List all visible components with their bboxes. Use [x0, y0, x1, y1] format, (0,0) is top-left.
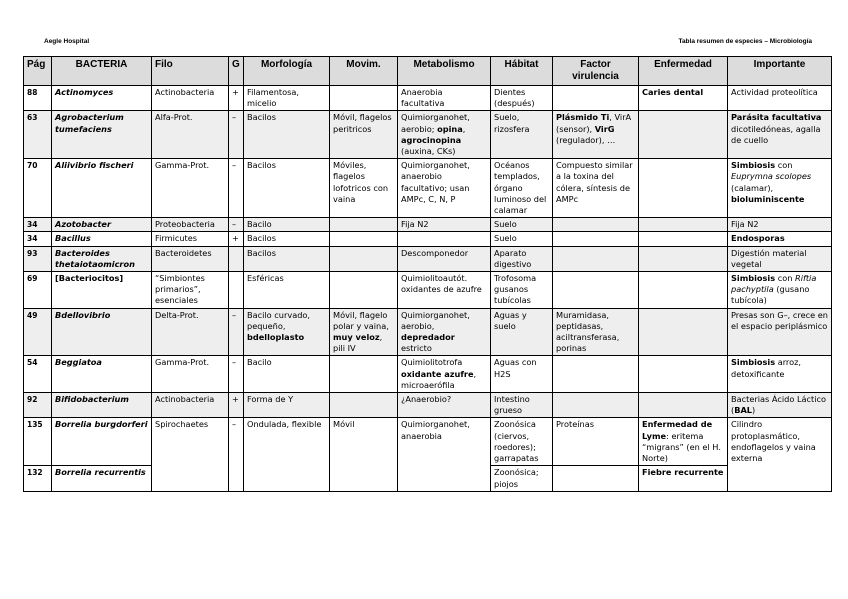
row-metabolismo: Descomponedor	[398, 246, 491, 271]
text-run-bold: VirG	[594, 123, 615, 134]
row-factor	[553, 111, 639, 159]
row-enfermedad	[639, 393, 728, 418]
row-gram: –	[229, 111, 244, 159]
col-metabolismo: Metabolismo	[398, 57, 491, 86]
col-movim: Movim.	[330, 57, 398, 86]
row-enfermedad: Fiebre recurrente	[639, 466, 728, 491]
row-morfologia: Bacilos	[244, 246, 330, 271]
text-run: Quimiolitotrofa	[401, 357, 463, 368]
row-metabolismo: ¿Anaerobio?	[398, 393, 491, 418]
row-enfermedad	[639, 308, 728, 356]
row-importante	[728, 272, 832, 309]
text-run: : eritema “migrans” (en el H. Norte)	[642, 430, 721, 464]
row-importante	[728, 111, 832, 159]
text-run: dicotiledóneas, agalla de cuello	[731, 123, 821, 145]
row-gram: –	[229, 218, 244, 232]
text-run: con	[775, 273, 795, 284]
row-habitat: Aguas con H2S	[491, 356, 553, 393]
row-morfologia: Bacilos	[244, 111, 330, 159]
text-run: , microaerófila	[401, 368, 477, 390]
text-run: )	[752, 405, 756, 416]
row-importante: Fija N2	[728, 218, 832, 232]
text-run-bold: bdelloplasto	[247, 332, 305, 343]
row-gram: +	[229, 393, 244, 418]
table-row	[24, 356, 832, 393]
text-run: arroz, detoxificante	[731, 357, 802, 379]
row-filo: Delta-Prot.	[152, 308, 229, 356]
row-habitat: Trofosoma gusanos tubícolas	[491, 272, 553, 309]
row-bacteria: Actinomyces	[52, 86, 152, 111]
col-enfermedad: Enfermedad	[639, 57, 728, 86]
text-run: (regulador), …	[556, 134, 616, 145]
row-gram: +	[229, 86, 244, 111]
row-bacteria: Bdellovibrio	[52, 308, 152, 356]
table-row	[24, 159, 832, 218]
table-row	[24, 418, 832, 466]
row-factor	[553, 272, 639, 309]
row-movilidad: Móvil	[330, 418, 398, 491]
row-factor	[553, 393, 639, 418]
row-importante: Presas son G–, crece en el espacio periplásmico	[728, 308, 832, 356]
row-gram: –	[229, 308, 244, 356]
text-run-bold: opina	[437, 123, 463, 134]
row-habitat: Océanos templados, órgano luminoso del calamar	[491, 159, 553, 218]
row-bacteria: Borrelia recurrentis	[52, 466, 152, 491]
row-habitat: Zoonósica (ciervos, roedores); garrapatas	[491, 418, 553, 466]
row-importante: Digestión material vegetal	[728, 246, 832, 271]
row-morfologia: Bacilo	[244, 218, 330, 232]
row-habitat: Zoonósica; piojos	[491, 466, 553, 491]
row-factor	[553, 218, 639, 232]
row-movilidad	[330, 308, 398, 356]
row-enfermedad	[639, 218, 728, 232]
text-run: VirA	[614, 112, 632, 123]
text-run-bold: BAL	[734, 405, 752, 416]
row-morfologia: Bacilos	[244, 232, 330, 246]
row-enfermedad	[639, 272, 728, 309]
table-row	[24, 246, 832, 271]
text-run: estricto	[401, 343, 432, 354]
row-habitat: Intestino grueso	[491, 393, 553, 418]
row-page: 54	[24, 356, 52, 393]
row-gram: –	[229, 356, 244, 393]
table-row	[24, 111, 832, 159]
row-factor: Proteínas	[553, 418, 639, 466]
text-run-bold: Parásita facultativa	[731, 112, 822, 123]
text-run-bold: bioluminiscente	[731, 193, 805, 204]
row-metabolismo: Quimiolitoautót. oxidantes de azufre	[398, 272, 491, 309]
row-page: 132	[24, 466, 52, 491]
text-run: Móvil, flagelo polar y vaina,	[333, 309, 389, 331]
text-run-bold: oxidante azufre	[401, 368, 474, 379]
row-gram: –	[229, 418, 244, 491]
row-morfologia: Forma de Y	[244, 393, 330, 418]
row-importante: Endosporas	[728, 232, 832, 246]
row-metabolismo	[398, 111, 491, 159]
row-page: 92	[24, 393, 52, 418]
row-gram: –	[229, 159, 244, 218]
row-filo: Bacteroidetes	[152, 246, 229, 271]
table-row	[24, 232, 832, 246]
row-enfermedad	[639, 356, 728, 393]
row-bacteria: Bacteroides thetaiotaomicron	[52, 246, 152, 271]
col-pag: Pág	[24, 57, 52, 86]
row-movilidad	[330, 232, 398, 246]
row-morfologia: Bacilos	[244, 159, 330, 218]
row-habitat: Aparato digestivo	[491, 246, 553, 271]
text-run-bold: muy veloz	[333, 332, 380, 343]
row-morfologia	[244, 308, 330, 356]
text-run: (calamar),	[731, 182, 774, 193]
row-factor	[553, 466, 639, 491]
row-factor	[553, 86, 639, 111]
row-filo: Gamma-Prot.	[152, 159, 229, 218]
row-factor: Compuesto similar a la toxina del cólera, síntesis de AMPc	[553, 159, 639, 218]
row-morfologia: Esféricas	[244, 272, 330, 309]
col-importante: Importante	[728, 57, 832, 86]
row-bacteria: Aliivibrio fischeri	[52, 159, 152, 218]
col-filo: Filo	[152, 57, 229, 86]
row-habitat: Suelo	[491, 218, 553, 232]
text-run: (sensor),	[556, 123, 595, 134]
row-movilidad: Móviles, flagelos lofotricos con vaina	[330, 159, 398, 218]
row-enfermedad	[639, 232, 728, 246]
row-page: 93	[24, 246, 52, 271]
row-metabolismo: Anaerobia facultativa	[398, 86, 491, 111]
row-importante	[728, 393, 832, 418]
header-row	[24, 57, 832, 86]
row-movilidad	[330, 356, 398, 393]
row-filo: Gamma-Prot.	[152, 356, 229, 393]
row-habitat: Suelo, rizosfera	[491, 111, 553, 159]
row-habitat: Dientes (después)	[491, 86, 553, 111]
col-bacteria: BACTERIA	[52, 57, 152, 86]
text-run: Quimiorganohet, aerobio,	[401, 309, 470, 331]
row-factor	[553, 356, 639, 393]
text-run: (auxina, CKs)	[401, 146, 456, 157]
row-page: 135	[24, 418, 52, 466]
row-metabolismo: Fija N2	[398, 218, 491, 232]
row-enfermedad	[639, 159, 728, 218]
row-filo: “Simbiontes primarios”, esenciales	[152, 272, 229, 309]
text-run: ,	[609, 112, 615, 123]
text-run-bold: Simbiosis	[731, 357, 776, 368]
row-metabolismo	[398, 232, 491, 246]
row-filo: Alfa-Prot.	[152, 111, 229, 159]
row-filo: Firmicutes	[152, 232, 229, 246]
row-habitat: Aguas y suelo	[491, 308, 553, 356]
row-enfermedad	[639, 246, 728, 271]
row-page: 34	[24, 232, 52, 246]
text-run: Bacterias Ácido Láctico (	[731, 394, 827, 416]
row-enfermedad: Caries dental	[639, 86, 728, 111]
row-bacteria: Beggiatoa	[52, 356, 152, 393]
row-importante	[728, 159, 832, 218]
text-run: (gusano tubícola)	[731, 284, 810, 306]
row-morfologia: Bacilo	[244, 356, 330, 393]
text-run: , pili IV	[333, 332, 383, 354]
text-run-bold: depredador	[401, 332, 455, 343]
table-row	[24, 218, 832, 232]
row-morfologia: Ondulada, flexible	[244, 418, 330, 491]
header-title: Tabla resumen de especies – Microbiología	[678, 38, 812, 45]
row-metabolismo: Quimiorganohet, anaerobio facultativo; usan AMPc, C, N, P	[398, 159, 491, 218]
row-metabolismo: Quimiorganohet, anaerobia	[398, 418, 491, 491]
row-importante	[728, 356, 832, 393]
text-run: con	[775, 160, 793, 171]
row-bacteria: Azotobacter	[52, 218, 152, 232]
table-row	[24, 272, 832, 309]
row-gram	[229, 272, 244, 309]
table-row	[24, 308, 832, 356]
row-bacteria: Agrobacterium tumefaciens	[52, 111, 152, 159]
table-row	[24, 86, 832, 111]
row-enfermedad	[639, 111, 728, 159]
text-run-italic: Euprymna scolopes	[731, 171, 812, 182]
row-page: 49	[24, 308, 52, 356]
row-filo: Actinobacteria	[152, 86, 229, 111]
row-morfologia: Filamentosa, micelio	[244, 86, 330, 111]
row-movilidad	[330, 218, 398, 232]
text-run-bold: Plásmido Ti	[556, 112, 610, 123]
row-metabolismo	[398, 356, 491, 393]
row-factor	[553, 232, 639, 246]
row-gram	[229, 246, 244, 271]
row-movilidad	[330, 246, 398, 271]
row-movilidad: Móvil, flagelos peritricos	[330, 111, 398, 159]
text-run-italic: Riftia pachyptila	[731, 273, 817, 295]
row-importante: Actividad proteolítica	[728, 86, 832, 111]
col-habitat: Hábitat	[491, 57, 553, 86]
row-metabolismo	[398, 308, 491, 356]
row-bacteria: Bifidobacterium	[52, 393, 152, 418]
species-table	[23, 56, 832, 492]
text-run-bold: Enfermedad de Lyme	[642, 419, 713, 441]
row-page: 88	[24, 86, 52, 111]
col-g: G	[229, 57, 244, 86]
row-enfermedad	[639, 418, 728, 466]
text-run: Bacilo curvado, pequeño,	[247, 309, 311, 331]
col-morfologia: Morfología	[244, 57, 330, 86]
header-hospital: Aegle Hospital	[44, 38, 90, 45]
row-page: 69	[24, 272, 52, 309]
text-run: ,	[462, 123, 466, 134]
row-filo: Spirochaetes	[152, 418, 229, 491]
table-row	[24, 393, 832, 418]
row-movilidad	[330, 86, 398, 111]
row-bacteria: Borrelia burgdorferi	[52, 418, 152, 466]
row-filo: Actinobacteria	[152, 393, 229, 418]
row-factor	[553, 246, 639, 271]
row-importante: Cilindro protoplasmático, endoflagelos y vaina externa	[728, 418, 832, 491]
row-habitat: Suelo	[491, 232, 553, 246]
text-run: Quimiorganohet, aerobio;	[401, 112, 470, 134]
text-run-bold: agrocinopina	[401, 134, 462, 145]
row-bacteria: Bacillus	[52, 232, 152, 246]
row-filo: Proteobacteria	[152, 218, 229, 232]
text-run-bold: Simbiosis	[731, 160, 776, 171]
row-gram: +	[229, 232, 244, 246]
col-factor-virulencia: Factor virulencia	[553, 57, 639, 86]
text-run-bold: Simbiosis	[731, 273, 776, 284]
row-page: 70	[24, 159, 52, 218]
row-page: 34	[24, 218, 52, 232]
row-page: 63	[24, 111, 52, 159]
row-movilidad	[330, 393, 398, 418]
row-factor: Muramidasa, peptidasas, aciltransferasa, porinas	[553, 308, 639, 356]
row-bacteria: [Bacteriocitos]	[52, 272, 152, 309]
row-movilidad	[330, 272, 398, 309]
